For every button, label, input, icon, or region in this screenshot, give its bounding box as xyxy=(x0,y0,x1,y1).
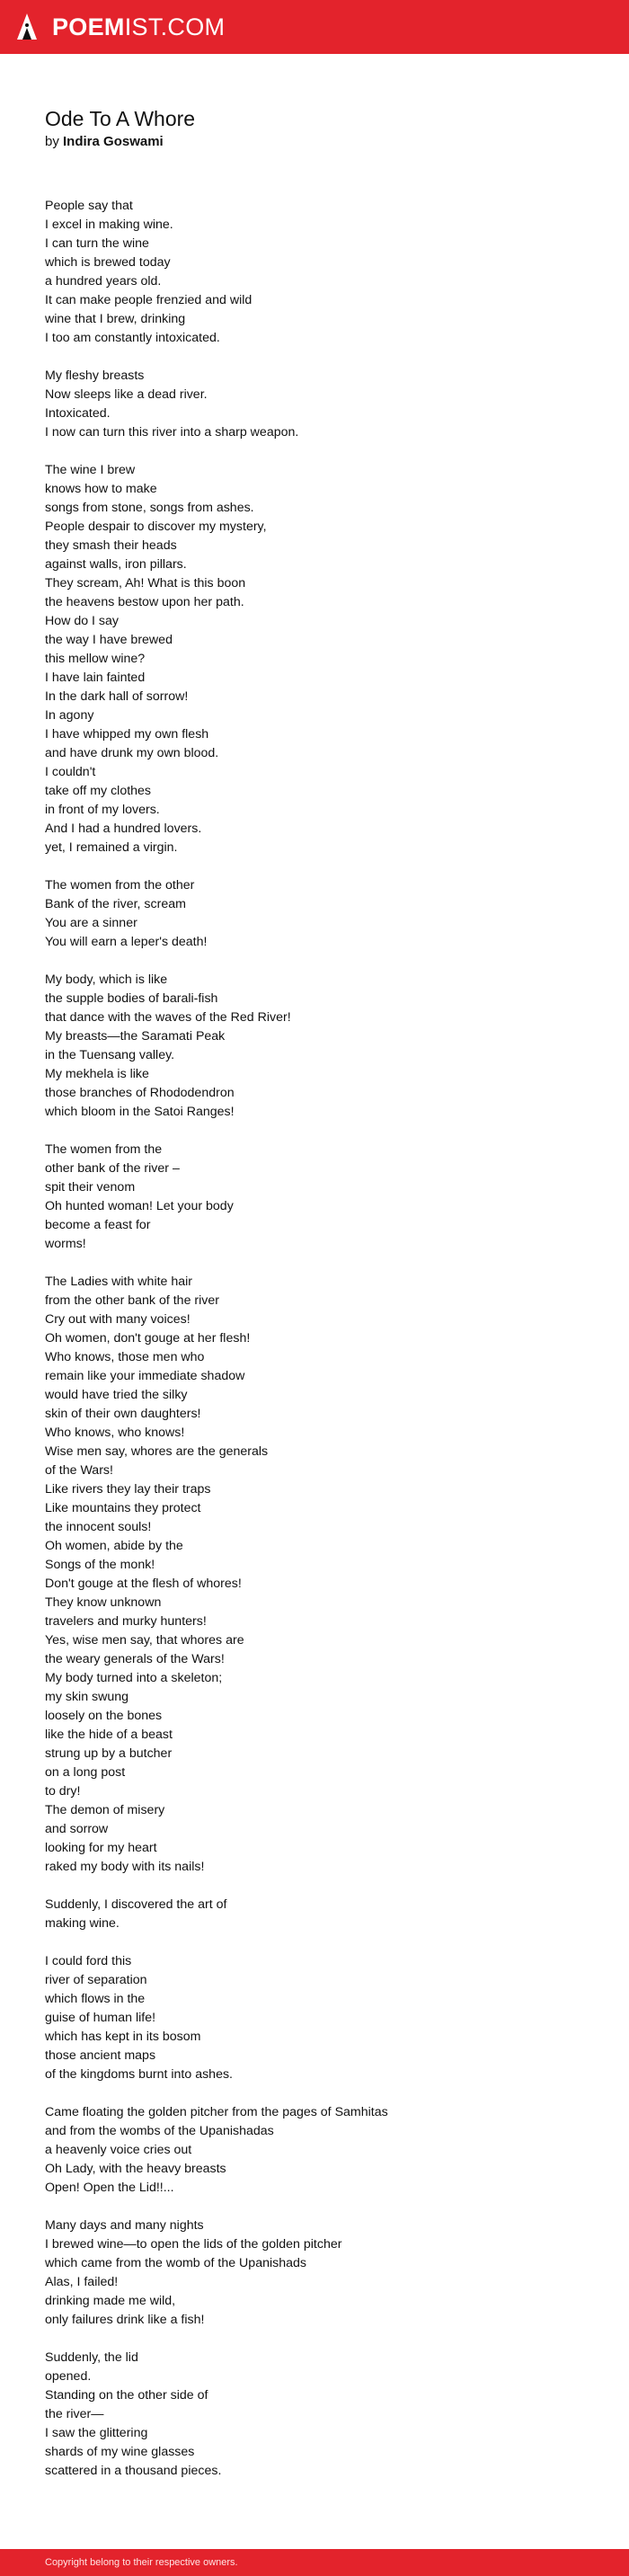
poem-line: shards of my wine glasses xyxy=(45,2445,195,2459)
poem-line: Who knows, those men who xyxy=(45,1350,205,1364)
poem-line: wine that I brew, drinking xyxy=(45,312,186,326)
poem-line: take off my clothes xyxy=(45,784,152,798)
poem-line: drinking made me wild, xyxy=(45,2294,176,2308)
poem-stanza xyxy=(45,1952,602,2084)
poem-line: Alas, I failed! xyxy=(45,2275,119,2289)
poem-line: Oh hunted woman! Let your body xyxy=(45,1199,234,1213)
poem-line: the heavens bestow upon her path. xyxy=(45,595,244,609)
poem-line: and sorrow xyxy=(45,1822,109,1836)
poem-line: scattered in a thousand pieces. xyxy=(45,2464,222,2478)
poem-line: remain like your immediate shadow xyxy=(45,1369,245,1383)
poem-line: which has kept in its bosom xyxy=(45,2030,201,2044)
poem-title: Ode To A Whore xyxy=(45,107,196,130)
poem-line: My breasts—the Saramati Peak xyxy=(45,1029,226,1044)
poem-line: People despair to discover my mystery, xyxy=(45,520,267,534)
poem-line: river of separation xyxy=(45,1973,147,1987)
poem-line: You will earn a leper's death! xyxy=(45,935,208,949)
poem-line: skin of their own daughters! xyxy=(45,1407,201,1421)
poem-line: The wine I brew xyxy=(45,463,136,477)
poem-line: Wise men say, whores are the generals xyxy=(45,1444,269,1459)
poem-line: against walls, iron pillars. xyxy=(45,557,187,572)
author-link[interactable]: Indira Goswami xyxy=(63,134,164,149)
poem-line: Cry out with many voices! xyxy=(45,1312,190,1327)
poem-line: The demon of misery xyxy=(45,1803,165,1817)
poem-line: the river— xyxy=(45,2407,104,2421)
poem-line: I have whipped my own flesh xyxy=(45,727,209,742)
poem-line: Standing on the other side of xyxy=(45,2388,208,2403)
poem-line: the supple bodies of barali-fish xyxy=(45,991,218,1006)
poem-line: which flows in the xyxy=(45,1992,146,2006)
poem-body xyxy=(45,197,602,2500)
poem-line: In agony xyxy=(45,708,94,723)
poem-line: become a feast for xyxy=(45,1218,151,1232)
poem-line: My fleshy breasts xyxy=(45,369,145,383)
poem-line: I have lain fainted xyxy=(45,671,146,685)
pen-nib-icon[interactable] xyxy=(16,13,38,41)
poem-line: In the dark hall of sorrow! xyxy=(45,689,189,704)
poem-line: People say that xyxy=(45,199,133,213)
poem-line: which is brewed today xyxy=(45,255,171,270)
poem-stanza xyxy=(45,197,602,348)
poem-stanza xyxy=(45,461,602,857)
poem-line: My body, which is like xyxy=(45,973,168,987)
poem-line: yet, I remained a virgin. xyxy=(45,840,178,855)
logo-bold-text: POEM xyxy=(52,13,125,40)
poem-line: Now sleeps like a dead river. xyxy=(45,387,208,402)
poem-line: would have tried the silky xyxy=(45,1388,188,1402)
poem-line: to dry! xyxy=(45,1784,81,1799)
poem-line: knows how to make xyxy=(45,482,157,496)
poem-line: Intoxicated. xyxy=(45,406,111,421)
poem-stanza xyxy=(45,2349,602,2481)
poem-line: those ancient maps xyxy=(45,2048,156,2063)
poem-line: Open! Open the Lid!!... xyxy=(45,2181,174,2195)
poem-line: They know unknown xyxy=(45,1595,162,1610)
poem-line: of the kingdoms burnt into ashes. xyxy=(45,2067,233,2082)
poem-stanza xyxy=(45,2216,602,2330)
poem-stanza xyxy=(45,2103,602,2198)
poem-line: and from the wombs of the Upanishadas xyxy=(45,2124,274,2138)
poem-line: my skin swung xyxy=(45,1690,129,1704)
poem-line: that dance with the waves of the Red River! xyxy=(45,1010,291,1025)
poem-line: strung up by a butcher xyxy=(45,1746,173,1761)
poem-line: I can turn the wine xyxy=(45,236,149,251)
poem-line: Suddenly, I discovered the art of xyxy=(45,1897,227,1912)
poem-line: other bank of the river – xyxy=(45,1161,180,1176)
poem-line: a hundred years old. xyxy=(45,274,162,289)
poem-line: I now can turn this river into a sharp weapon. xyxy=(45,425,299,440)
poem-line: I couldn't xyxy=(45,765,96,779)
poem-line: opened. xyxy=(45,2369,92,2384)
poem-line: they smash their heads xyxy=(45,538,177,553)
poem-line: It can make people frenzied and wild xyxy=(45,293,252,307)
poem-line: the innocent souls! xyxy=(45,1520,152,1534)
poem-line: travelers and murky hunters! xyxy=(45,1614,207,1629)
poem-line: spit their venom xyxy=(45,1180,136,1195)
poem-line: like the hide of a beast xyxy=(45,1728,173,1742)
poem-line: You are a sinner xyxy=(45,916,137,930)
poem-line: My body turned into a skeleton; xyxy=(45,1671,223,1685)
poem-stanza xyxy=(45,1141,602,1254)
site-header xyxy=(0,0,629,54)
poem-line: a heavenly voice cries out xyxy=(45,2143,192,2157)
poem-line: the way I have brewed xyxy=(45,633,173,647)
poem-line: Suddenly, the lid xyxy=(45,2350,138,2365)
poem-line: which bloom in the Satoi Ranges! xyxy=(45,1105,235,1119)
poem-line: Bank of the river, scream xyxy=(45,897,186,911)
poem-line: the weary generals of the Wars! xyxy=(45,1652,225,1666)
site-logo[interactable] xyxy=(52,13,225,41)
byline xyxy=(45,133,164,151)
poem-line: Who knows, who knows! xyxy=(45,1426,185,1440)
poem-line: this mellow wine? xyxy=(45,652,146,666)
poem-line: on a long post xyxy=(45,1765,126,1780)
poem-line: I saw the glittering xyxy=(45,2426,148,2440)
poem-line: Many days and many nights xyxy=(45,2218,204,2233)
copyright-text: Copyright belong to their respective owners. xyxy=(45,2557,238,2568)
poem-line: And I had a hundred lovers. xyxy=(45,822,202,836)
logo-light-text: IST.COM xyxy=(124,13,226,40)
poem-line: The Ladies with white hair xyxy=(45,1275,193,1289)
poem-line: raked my body with its nails! xyxy=(45,1860,205,1874)
poem-line: The women from the other xyxy=(45,878,195,893)
poem-line: loosely on the bones xyxy=(45,1709,163,1723)
poem-line: from the other bank of the river xyxy=(45,1293,219,1308)
poem-line: which came from the womb of the Upanishads xyxy=(45,2256,306,2270)
poem-line: songs from stone, songs from ashes. xyxy=(45,501,254,515)
poem-line: worms! xyxy=(45,1237,86,1251)
poem-line: I could ford this xyxy=(45,1954,132,1968)
poem-line: My mekhela is like xyxy=(45,1067,149,1081)
poem-line: and have drunk my own blood. xyxy=(45,746,219,760)
poem-line: They scream, Ah! What is this boon xyxy=(45,576,246,591)
poem-line: How do I say xyxy=(45,614,120,628)
byline-prefix: by xyxy=(45,134,59,149)
poem-line: Songs of the monk! xyxy=(45,1558,155,1572)
poem-line: Came floating the golden pitcher from the pages of Samhitas xyxy=(45,2105,388,2119)
poem-line: in the Tuensang valley. xyxy=(45,1048,175,1062)
poem-line: of the Wars! xyxy=(45,1463,113,1478)
poem-line: Oh Lady, with the heavy breasts xyxy=(45,2162,226,2176)
site-footer xyxy=(0,2549,629,2576)
poem-line: I excel in making wine. xyxy=(45,218,173,232)
poem-line: Like mountains they protect xyxy=(45,1501,201,1515)
poem-line: Oh women, abide by the xyxy=(45,1539,183,1553)
poem-line: looking for my heart xyxy=(45,1841,157,1855)
poem-line: in front of my lovers. xyxy=(45,803,160,817)
poem-line: guise of human life! xyxy=(45,2011,156,2025)
poem-line: Like rivers they lay their traps xyxy=(45,1482,211,1497)
poem-line: those branches of Rhododendron xyxy=(45,1086,235,1100)
poem-line: The women from the xyxy=(45,1142,163,1157)
poem-stanza xyxy=(45,367,602,442)
poem-stanza xyxy=(45,1896,602,1933)
poem-stanza xyxy=(45,971,602,1122)
poem-line: only failures drink like a fish! xyxy=(45,2313,205,2327)
poem-line: making wine. xyxy=(45,1916,120,1931)
poem-line: Oh women, don't gouge at her flesh! xyxy=(45,1331,251,1346)
poem-stanza xyxy=(45,1273,602,1877)
poem-stanza xyxy=(45,876,602,952)
poem-line: Don't gouge at the flesh of whores! xyxy=(45,1577,242,1591)
poem-line: I brewed wine—to open the lids of the golden pitcher xyxy=(45,2237,342,2252)
poem-line: Yes, wise men say, that whores are xyxy=(45,1633,244,1648)
poem-line: I too am constantly intoxicated. xyxy=(45,331,220,345)
